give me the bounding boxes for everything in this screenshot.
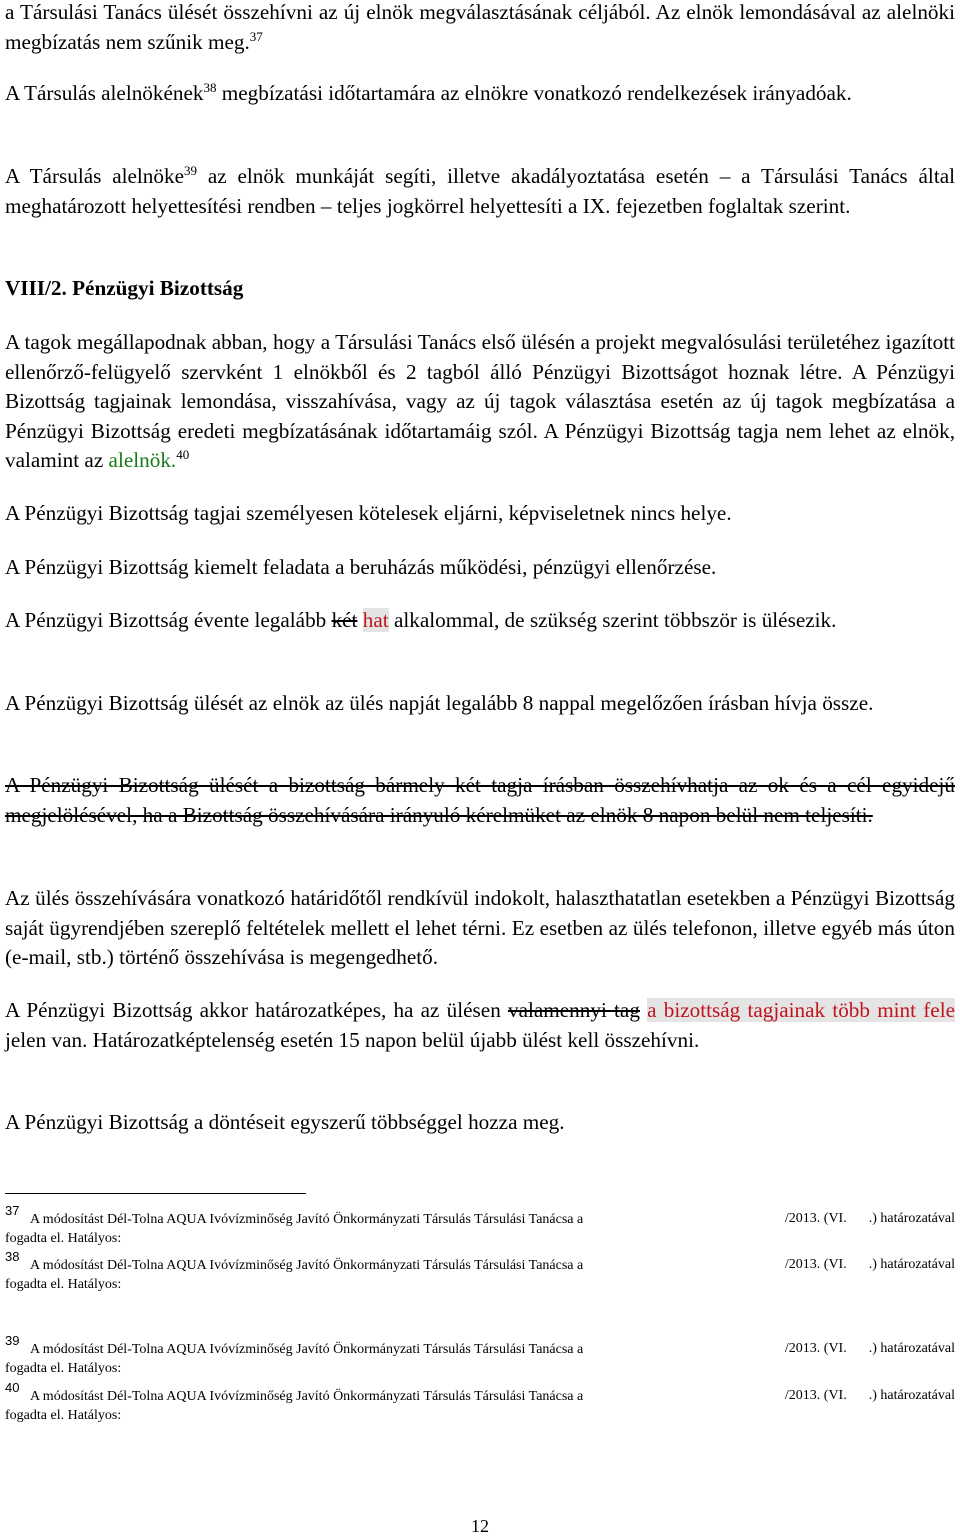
paragraph-6: A Pénzügyi Bizottság kiemelt feladata a beruházás működési, pénzügyi ellenőrzése.: [5, 555, 717, 579]
paragraph-9-deleted: A Pénzügyi Bizottság ülését a bizottság bármely két tagja írásban összehívhatja az ok és a cél egyidejű megjelölésével, ha a Bizottság összehívására irányuló kérelmüket az elnök 8 napon belül nem teljesíti.: [5, 773, 955, 827]
footnote-number: 39: [5, 1333, 20, 1348]
paragraph-7-text-b: alkalommal, de szükség szerint többször is ülésezik.: [388, 608, 837, 632]
footnote-suffix: .) határozatával: [868, 1257, 955, 1272]
footnote-separator: [5, 1193, 306, 1194]
footnote-suffix: .) határozatával: [868, 1211, 955, 1226]
footnote-date: /2013. (VI.: [784, 1211, 847, 1226]
footnote-40: [5, 1380, 955, 1425]
footnote-ref-37: 37: [249, 28, 263, 44]
inserted-text: hat: [362, 608, 389, 632]
footnote-line2: fogadta el. Hatályos:: [5, 1231, 122, 1246]
paragraph-4-text: A tagok megállapodnak abban, hogy a Társulási Tanács első ülésén a projekt megvalósulási területéhez igazított ellenőrző-felügyelő szervként 1 elnökből és 2 tagból álló Pénzügyi Bizottságot hoznak létre. A Pénzügyi Bizottság tagjainak lemondása, visszahívása, vagy az új tagok választása esetén az új tagok megbízatása a Pénzügyi Bizottság eredeti megbízatásának időtartamáig szól. A Pénzügyi Bizottság tagja nem lehet az elnök, valamint az: [5, 330, 955, 472]
footnote-38: [5, 1249, 955, 1294]
footnote-number: 37: [5, 1203, 20, 1218]
paragraph-7: [5, 606, 955, 636]
paragraph-10: Az ülés összehívására vonatkozó határidőtől rendkívül indokolt, halaszthatatlan esetekben a Pénzügyi Bizottság saját ügyrendjében szereplő feltételek mellett el lehet térni. Ez esetben az ülés telefonon, illetve egyéb más úton (e-mail, stb.) történő összehívása is megengedhető.: [5, 886, 955, 969]
section-heading: VIII/2. Pénzügyi Bizottság: [5, 276, 244, 300]
footnote-suffix: .) határozatával: [868, 1388, 955, 1403]
paragraph-2-text-b: megbízatási időtartamára az elnökre vonatkozó rendelkezések irányadóak.: [216, 81, 852, 105]
footnote-ref-40: 40: [176, 446, 190, 462]
paragraph-1: [5, 0, 955, 57]
deleted-text: két: [331, 608, 358, 632]
footnote-date: /2013. (VI.: [784, 1341, 847, 1356]
deleted-text: valamennyi tag: [508, 998, 640, 1022]
paragraph-3-text-a: A Társulás alelnöke: [5, 164, 184, 188]
paragraph-2-text-a: A Társulás alelnökének: [5, 81, 204, 105]
footnote-line: [5, 1380, 955, 1406]
footnote-text: A módosítást Dél-Tolna AQUA Ivóvízminőség Javító Önkormányzati Társulás Társulási Tanácsa a: [29, 1212, 584, 1227]
footnote-ref-38: 38: [203, 79, 217, 95]
paragraph-12: A Pénzügyi Bizottság a döntéseit egyszerű többséggel hozza meg.: [5, 1110, 565, 1134]
footnote-text: A módosítást Dél-Tolna AQUA Ivóvízminőség Javító Önkormányzati Társulás Társulási Tanácsa a: [29, 1389, 584, 1404]
paragraph-7-text-a: A Pénzügyi Bizottság évente legalább: [5, 608, 332, 632]
footnote-ref-39: 39: [184, 162, 197, 178]
paragraph-4-green-text: alelnök.: [108, 448, 177, 472]
paragraph-1-text: a Társulási Tanács ülését összehívni az új elnök megválasztásának céljából. Az elnök lemondásával az alelnöki megbízatás nem szűnik meg.: [5, 0, 955, 54]
paragraph-4: [5, 328, 955, 476]
footnote-date: /2013. (VI.: [784, 1257, 847, 1272]
footnote-line: [5, 1333, 955, 1359]
footnote-39: [5, 1333, 955, 1378]
footnote-line2: fogadta el. Hatályos:: [5, 1277, 122, 1292]
footnote-line: [5, 1249, 955, 1275]
page-number: 12: [471, 1516, 489, 1536]
paragraph-2: [5, 79, 955, 109]
paragraph-5: A Pénzügyi Bizottság tagjai személyesen kötelesek eljárni, képviseletnek nincs helye.: [5, 501, 732, 525]
paragraph-11-text-b: jelen van. Határozatképtelenség esetén 15 napon belül újabb ülést kell összehívni.: [5, 1027, 700, 1052]
footnote-number: 38: [5, 1249, 20, 1264]
paragraph-8: A Pénzügyi Bizottság ülését az elnök az ülés napját legalább 8 nappal megelőzően írásban hívja össze.: [5, 691, 874, 715]
footnote-line2: fogadta el. Hatályos:: [5, 1408, 122, 1423]
footnote-date: /2013. (VI.: [784, 1388, 847, 1403]
footnote-37: [5, 1203, 955, 1248]
footnote-text: A módosítást Dél-Tolna AQUA Ivóvízminőség Javító Önkormányzati Társulás Társulási Tanácsa a: [29, 1342, 584, 1357]
paragraph-3: [5, 162, 955, 221]
footnote-suffix: .) határozatával: [868, 1341, 955, 1356]
footnote-number: 40: [5, 1380, 20, 1395]
footnote-line: [5, 1203, 955, 1229]
inserted-text: a bizottság tagjainak több mint fele: [647, 998, 955, 1022]
footnote-text: A módosítást Dél-Tolna AQUA Ivóvízminőség Javító Önkormányzati Társulás Társulási Tanácsa a: [29, 1258, 584, 1273]
paragraph-11-text-a: A Pénzügyi Bizottság akkor határozatképes, ha az ülésen: [5, 998, 508, 1022]
footnote-line2: fogadta el. Hatályos:: [5, 1361, 122, 1376]
paragraph-11: [5, 996, 955, 1055]
paragraph-3-text-b: az elnök munkáját segíti, illetve akadályoztatása esetén – a Társulási Tanács által meghatározott helyettesítési rendben – teljes jogkörrel helyettesíti a IX. fejezetben foglaltak szerint.: [5, 164, 955, 218]
